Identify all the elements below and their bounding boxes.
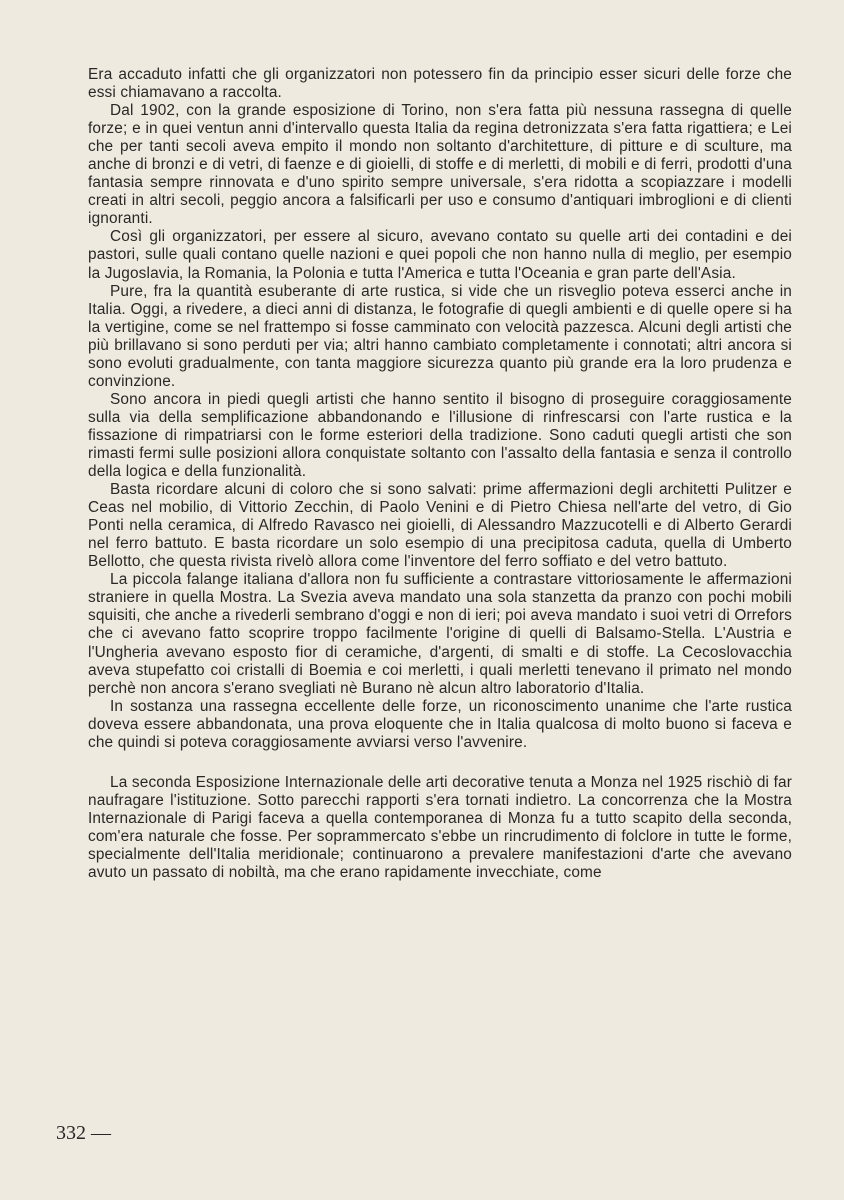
paragraph: Dal 1902, con la grande esposizione di Torino, non s'era fatta più nessuna rassegna di quelle forze; e in quei ventun anni d'intervallo questa Italia da regina detronizzata s'era fatta rigattiera; e Lei che per tanti secoli aveva empito il mondo non soltanto d'architetture, di pitture e di sculture, ma anche di bronzi e di vetri, di faenze e di gioielli, di stoffe e di merletti, di mobili e di ferri, prodotti d'una fantasia sempre rinnovata e d'uno spirito sempre universale, s'era ridotta a scopiazzare i modelli creati in altri secoli, peggio ancora a falsificarli per uso e consumo d'antiquari imbroglioni e di clienti ignoranti. [88, 102, 792, 228]
paragraph: Pure, fra la quantità esuberante di arte rustica, si vide che un risveglio poteva esserci anche in Italia. Oggi, a rivedere, a dieci anni di distanza, le fotografie di quegli ambienti e di quelle opere si ha la vertigine, come se nel frattempo si fosse camminato con velocità pazzesca. Alcuni degli artisti che più brillavano si sono perduti per via; altri hanno cambiato completamente i connotati; altri ancora si sono evoluti gradualmente, con tanta maggiore sicurezza quanto più grande era la loro prudenza e convinzione. [88, 282, 792, 390]
paragraph: Basta ricordare alcuni di coloro che si sono salvati: prime affermazioni degli architetti Pulitzer e Ceas nel mobilio, di Vittorio Zecchin, di Paolo Venini e di Pietro Chiesa nell'arte del vetro, di Gio Ponti nella ceramica, di Alfredo Ravasco nei gioielli, di Alessandro Mazzucotelli e di Alberto Gerardi nel ferro battuto. E basta ricordare un solo esempio di una precipitosa caduta, quella di Umberto Bellotto, che questa rivista rivelò allora come l'inventore del ferro soffiato e del vetro battuto. [88, 481, 792, 571]
paragraph: Era accaduto infatti che gli organizzatori non potessero fin da principio esser sicuri delle forze che essi chiamavano a raccolta. [88, 66, 792, 102]
page-number: 332 — [56, 1122, 111, 1144]
body-text [88, 66, 792, 882]
section-gap [88, 752, 792, 774]
paragraph: Così gli organizzatori, per essere al sicuro, avevano contato su quelle arti dei contadini e dei pastori, sulle quali contano quelle nazioni e quei popoli che non hanno nulla di meglio, per esempio la Jugoslavia, la Romania, la Polonia e tutta l'America e tutta l'Oceania e gran parte dell'Asia. [88, 228, 792, 282]
paragraph: La piccola falange italiana d'allora non fu sufficiente a contrastare vittoriosamente le affermazioni straniere in quella Mostra. La Svezia aveva mandato una sola stanzetta da pranzo con pochi mobili squisiti, che anche a rivederli sembrano d'oggi e non di ieri; poi aveva mandato i suoi vetri di Orrefors che ci avevano fatto scoprire troppo facilmente l'origine di quelli di Balsamo-Stella. L'Austria e l'Ungheria avevano esposto fior di ceramiche, d'argenti, di smalti e di stoffe. La Cecoslovacchia aveva stupefatto coi cristalli di Boemia e coi merletti, i quali merletti tenevano il primato nel mondo perchè non ancora s'erano svegliati nè Burano nè alcun altro laboratorio d'Italia. [88, 571, 792, 697]
paragraph: In sostanza una rassegna eccellente delle forze, un riconoscimento unanime che l'arte rustica doveva essere abbandonata, una prova eloquente che in Italia qualcosa di molto buono si faceva e che quindi si poteva coraggiosamente avviarsi verso l'avvenire. [88, 697, 792, 751]
paragraph: La seconda Esposizione Internazionale delle arti decorative tenuta a Monza nel 1925 rischiò di far naufragare l'istituzione. Sotto parecchi rapporti s'era tornati indietro. La concorrenza che la Mostra Internazionale di Parigi faceva a quella contemporanea di Monza fu a tutto scapito della seconda, com'era naturale che fosse. Per soprammercato s'ebbe un rincrudimento di folclore in tutte le forme, specialmente dell'Italia meridionale; continuarono a prevalere manifestazioni d'arte che avevano avuto un passato di nobiltà, ma che erano rapidamente invecchiate, come [88, 773, 792, 882]
paragraph: Sono ancora in piedi quegli artisti che hanno sentito il bisogno di proseguire coraggiosamente sulla via della semplificazione abbandonando e l'illusione di rinfrescarsi con l'arte rustica e la fissazione di rimpatriarsi con le forme esteriori della tradizione. Sono caduti quegli artisti che son rimasti fermi sulle posizioni allora conquistate soltanto con l'assalto della fantasia e senza il controllo della logica e della funzionalità. [88, 390, 792, 481]
